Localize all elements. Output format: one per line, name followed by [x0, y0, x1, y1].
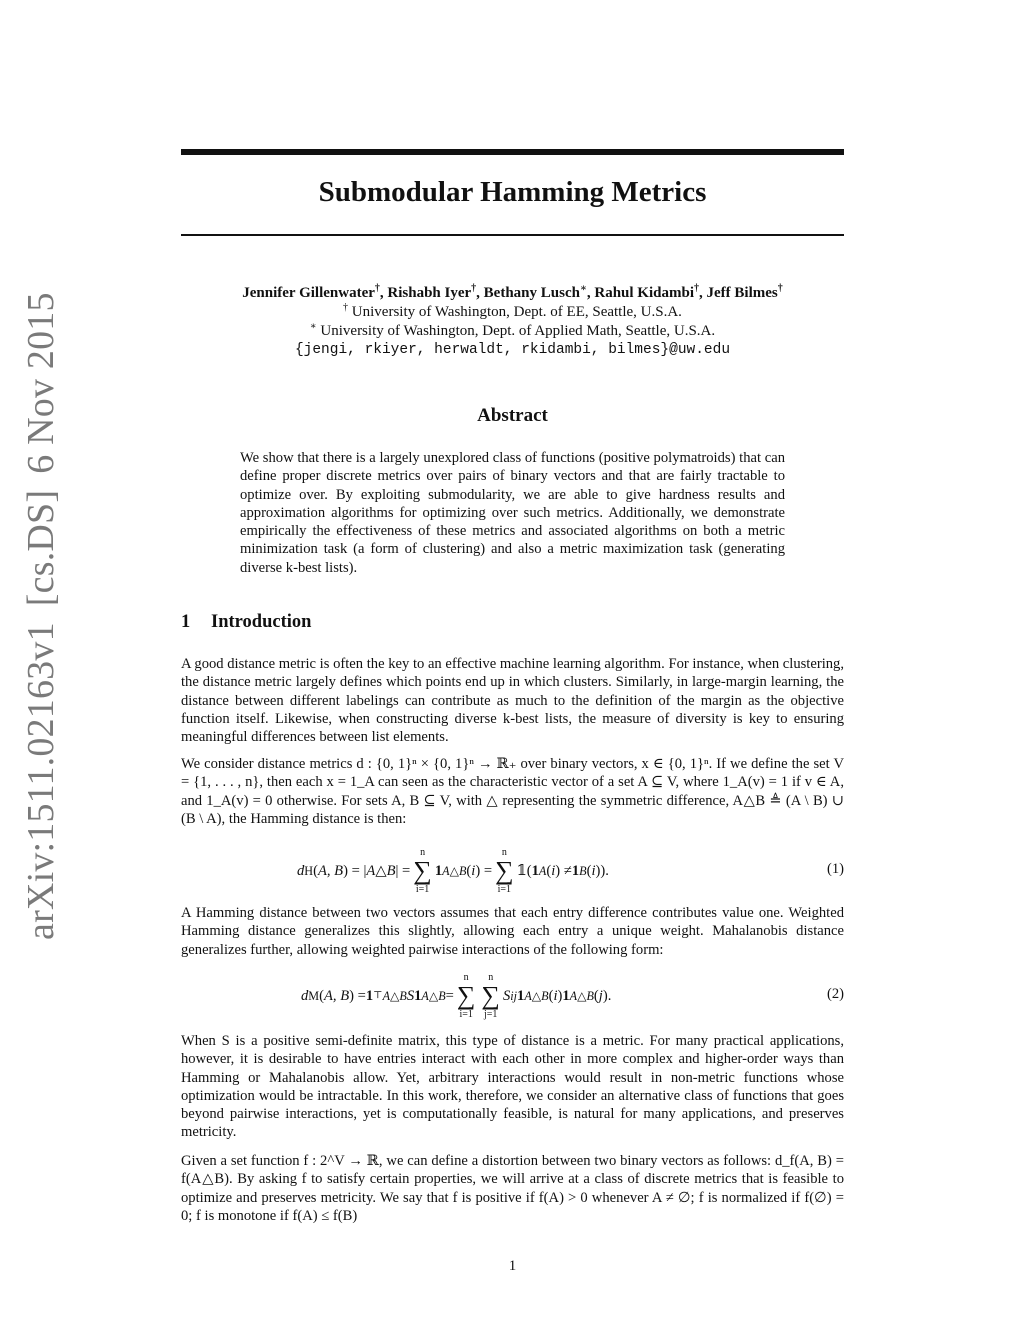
arxiv-id: arXiv:1511.02163v1	[20, 622, 62, 940]
section-title: Introduction	[211, 612, 312, 632]
equation-hamming	[181, 841, 844, 901]
title-rule-top	[181, 149, 844, 155]
abstract-body: We show that there is a largely unexplored class of functions (positive polymatroids) that can define proper discrete metrics over pairs of binary vectors and that are fairly tractable to optimize over. By exploiting submodularity, we are able to give hardness results and approximation algorithms for optimizing over such metrics. Additionally, we demonstrate empirically the effectiveness of these metrics and associated algorithms on both a metric minimization task (a form of clustering) and also a metric maximization task (generating diverse k-best lists).	[240, 450, 785, 576]
arxiv-stamp	[6, 292, 76, 940]
affiliation-mark: †	[343, 302, 349, 313]
equation-mahalanobis-formula: d M ( A, B ) = 1 ⊤ A△B S 1 A△B = n ∑ i=1 n ∑ j=1 S ij 1 A△B ( i ) 1 A△B ( j ).	[301, 972, 612, 1020]
author-name: Jennifer Gillenwater	[242, 285, 375, 301]
title-rule-bottom	[181, 234, 844, 236]
author-name: Rahul Kidambi	[594, 285, 694, 301]
affiliation-text: University of Washington, Dept. of EE, Seattle, U.S.A.	[348, 304, 682, 320]
equation-number: (1)	[826, 861, 844, 877]
equation-mahalanobis	[181, 966, 844, 1026]
paragraph-alternative-class: When S is a positive semi-definite matrix, this type of distance is a metric. For many practical applications, however, it is desirable to have entries interact with each other in more complex and higher-order ways than Hamming or Mahalanobis allow. Yet, arbitrary interactions would result in non-metric functions whose optimization would be intractable. In this work, therefore, we consider an alternative class of functions that goes beyond pairwise interactions, yet is computationally feasible, is natural for many applications, and preserves metricity.	[181, 1033, 844, 1141]
page-number: 1	[508, 1258, 517, 1274]
paragraph-mahalanobis: A Hamming distance between two vectors assumes that each entry difference contributes value one. Weighted Hamming distance generalizes this slightly, allowing each entry a unique weight. Mahalanobis distance generalizes further, allowing weighted pairwise interactions of the following form:	[181, 905, 844, 958]
paragraph-distance-metrics: We consider distance metrics d : {0, 1}ⁿ × {0, 1}ⁿ → ℝ₊ over binary vectors, x ∈ {0, 1}ⁿ. If we define the set V = {1, . . . , n}, then each x = 1_A can seen as the characteristic vector of a set A ⊆ V, where 1_A(v) = 1 if v ∈ A, and 1_A(v) = 0 otherwise. For sets A, B ⊆ V, with △ representing the symmetric difference, A△B ≜ (A \ B) ∪ (B \ A), the Hamming distance is then:	[181, 756, 844, 827]
section-number: 1	[181, 612, 191, 632]
arxiv-date: 6 Nov 2015	[20, 292, 62, 474]
arxiv-category: [cs.DS]	[20, 489, 62, 607]
author-mark: †	[471, 283, 477, 294]
affiliation-ee	[181, 303, 844, 322]
affiliation-mark: ∗	[309, 321, 317, 332]
equation-number: (2)	[826, 986, 844, 1002]
author-name: Jeff Bilmes	[706, 285, 778, 301]
author-emails: {jengi, rkiyer, herwaldt, rkidambi, bilmes}@uw.edu	[294, 342, 731, 358]
affiliation-text: University of Washington, Dept. of Applied Math, Seattle, U.S.A.	[316, 323, 716, 339]
author-name: Bethany Lusch	[483, 285, 580, 301]
author-separator: ,	[699, 285, 707, 301]
author-separator: ,	[476, 285, 484, 301]
paragraph-set-function: Given a set function f : 2^V → ℝ, we can define a distortion between two binary vectors as follows: d_f(A, B) = f(A△B). By asking f to satisfy certain properties, we will arrive at a class of discrete metrics that is feasible to optimize and preserves metricity. We say that f is positive if f(A) > 0 whenever A ≠ ∅; f is normalized if f(∅) = 0; f is monotone if f(A) ≤ f(B)	[181, 1153, 844, 1224]
equation-hamming-formula: d H ( A, B ) = | A △ B | = n ∑ i=1 1 A△B ( i ) = n ∑ i=1 𝟙( 1 A ( i ) ≠ 1 B ( i )).	[297, 847, 609, 895]
abstract-heading: Abstract	[477, 405, 548, 426]
author-mark: †	[694, 283, 699, 294]
author-separator: ,	[586, 285, 595, 301]
author-block	[181, 284, 844, 360]
section-heading	[181, 612, 311, 633]
affiliation-applied-math	[181, 322, 844, 341]
author-separator: ,	[379, 285, 388, 301]
author-mark: ∗	[579, 283, 587, 294]
paragraph-motivation: A good distance metric is often the key to an effective machine learning algorithm. For instance, when clustering, the distance metric largely defines which points end up in which clusters. Similarly, in large-margin learning, the distance between different labelings can contribute as much to the definition of the margin as the objective function itself. Likewise, when constructing diverse k-best lists, the measure of diversity is key to ensuring meaningful differences between list elements.	[181, 656, 844, 746]
author-names	[181, 284, 844, 303]
author-mark: †	[374, 283, 380, 294]
author-name: Rishabh Iyer	[387, 285, 472, 301]
author-mark: †	[777, 283, 783, 294]
paper-title: Submodular Hamming Metrics	[318, 176, 707, 208]
